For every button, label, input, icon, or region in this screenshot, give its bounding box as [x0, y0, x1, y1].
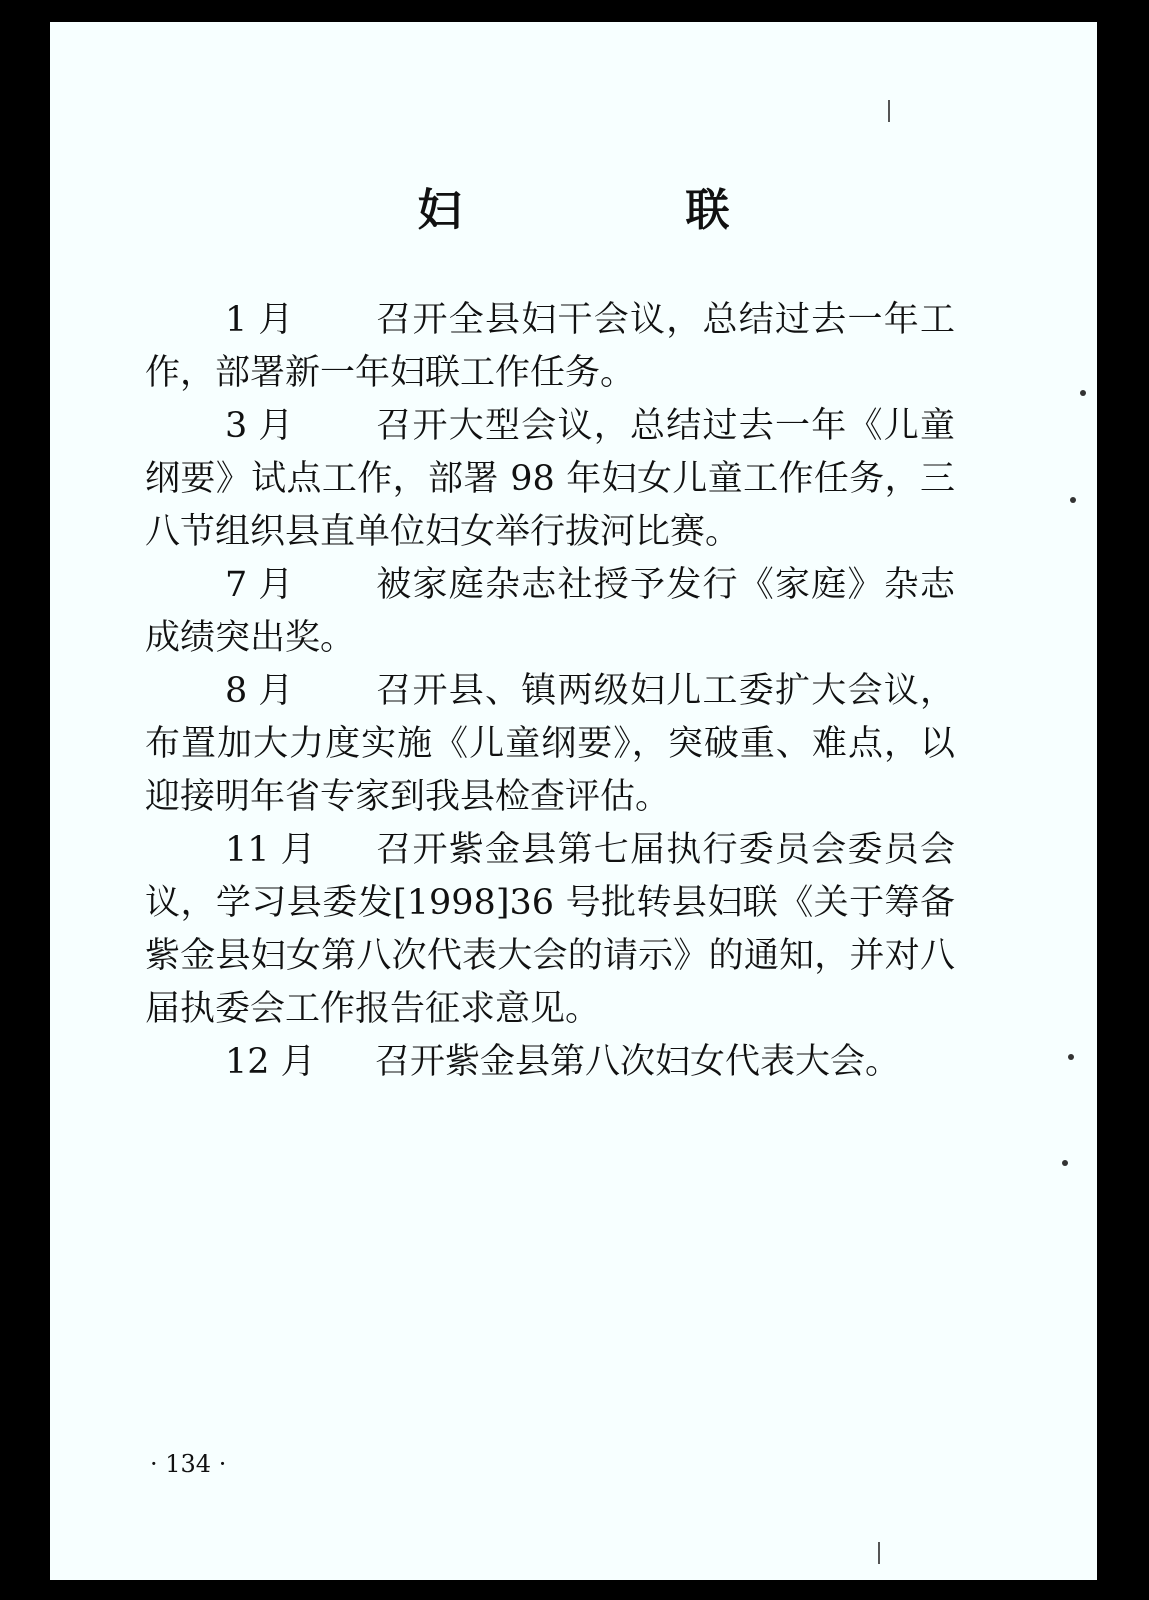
- entry-august: [145, 665, 955, 824]
- entry-month: 7 月: [225, 565, 294, 605]
- entry-november: [145, 824, 955, 1036]
- entry-january: [145, 294, 955, 400]
- entry-month: 11 月: [225, 830, 316, 870]
- entry-text: 召开大型会议，总结过去一年《儿童纲要》试点工作，部署 98 年妇女儿童工作任务，三八节组织县直单位妇女举行拔河比赛。: [145, 406, 955, 552]
- entry-text: 召开县、镇两级妇儿工委扩大会议，布置加大力度实施《儿童纲要》，突破重、难点，以迎接明年省专家到我县检查评估。: [145, 671, 955, 817]
- page-number: · 134 ·: [150, 1450, 227, 1478]
- page-title: 妇 联: [417, 185, 820, 236]
- entry-text: 被家庭杂志社授予发行《家庭》杂志成绩突出奖。: [145, 565, 955, 658]
- entry-month: 3 月: [225, 406, 294, 446]
- entry-month: 12 月: [225, 1042, 316, 1082]
- scan-mark: [878, 1542, 880, 1564]
- document-page: [50, 22, 1097, 1580]
- entry-text: 召开紫金县第八次妇女代表大会。: [375, 1042, 901, 1082]
- entry-march: [145, 400, 955, 559]
- chronicle-body: [145, 294, 955, 1089]
- binding-hole-mark: [1070, 497, 1076, 503]
- binding-hole-mark: [1062, 1160, 1068, 1166]
- binding-hole-mark: [1068, 1054, 1074, 1060]
- entry-july: [145, 559, 955, 665]
- binding-hole-mark: [1080, 390, 1086, 396]
- entry-month: 8 月: [225, 671, 294, 711]
- entry-text: 召开紫金县第七届执行委员会委员会议，学习县委发[1998]36 号批转县妇联《关于筹备紫金县妇女第八次代表大会的请示》的通知，并对八届执委会工作报告征求意见。: [145, 830, 955, 1029]
- entry-month: 1 月: [225, 300, 294, 340]
- entry-text: 召开全县妇干会议，总结过去一年工作，部署新一年妇联工作任务。: [145, 300, 955, 393]
- entry-december: [145, 1036, 955, 1089]
- scan-mark: [888, 100, 890, 122]
